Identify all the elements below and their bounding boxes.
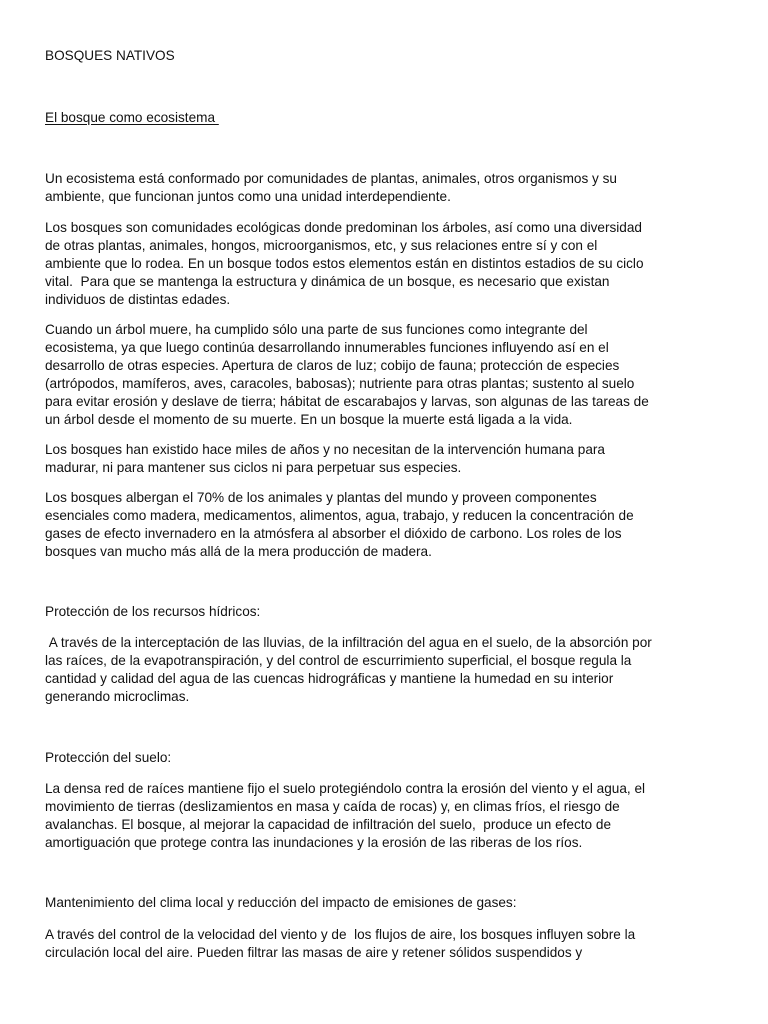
- paragraph-ecosystem-definition: Un ecosistema está conformado por comunidades de plantas, animales, otros organismos y su ambiente, que funcionan juntos como una unidad interdependiente.: [45, 171, 617, 204]
- heading-soil-protection: Protección del suelo:: [45, 750, 172, 765]
- paragraph-forest-age: Los bosques han existido hace miles de años y no necesitan de la intervención humana para madurar, ni para mantener sus ciclos ni para perpetuar sus especies.: [45, 442, 605, 475]
- heading-local-climate: Mantenimiento del clima local y reducción del impacto de emisiones de gases:: [45, 895, 517, 910]
- paragraph-forest-roles: Los bosques albergan el 70% de los animales y plantas del mundo y proveen componentes esenciales como madera, medicamentos, alimentos, agua, trabajo, y reducen la concentración de gases de efecto invernadero en la atmósfera al absorber el dióxido de carbono. Los roles de los bosques van mucho más allá de la mera producción de madera.: [45, 490, 634, 559]
- paragraph-water-protection: A través de la interceptación de las lluvias, de la infiltración del agua en el suelo, de la absorción por las raíces, de la evapotranspiración, y del control de escurrimiento superficial, el bosque regula la cantidad y calidad del agua de las cuencas hidrográficas y mantiene la humedad en su interior generando microclimas.: [45, 635, 652, 704]
- paragraph-tree-death: Cuando un árbol muere, ha cumplido sólo una parte de sus funciones como integrante del ecosistema, ya que luego continúa desarrollando innumerables funciones influyendo así en el desarrollo de otras especies. Apertura de claros de luz; cobijo de fauna; protección de especies (artrópodos, mamíferos, aves, caracoles, babosas); nutriente para otras plantas; sustento al suelo para evitar erosión y deslave de tierra; hábitat de escarabajos y larvas, son algunas de las tareas de un árbol desde el momento de su muerte. En un bosque la muerte está ligada a la vida.: [45, 322, 649, 427]
- paragraph-soil-protection: La densa red de raíces mantiene fijo el suelo protegiéndolo contra la erosión del viento y el agua, el movimiento de tierras (deslizamientos en masa y caída de rocas) y, en climas fríos, el riesgo de avalanchas. El bosque, al mejorar la capacidad de infiltración del suelo, produce un efecto de amortiguación que protege contra las inundaciones y la erosión de las riberas de los ríos.: [45, 781, 646, 850]
- section-subtitle: El bosque como ecosistema: [45, 110, 219, 125]
- heading-water-protection: Protección de los recursos hídricos:: [45, 604, 261, 619]
- paragraph-forest-communities: Los bosques son comunidades ecológicas donde predominan los árboles, así como una diversidad de otras plantas, animales, hongos, microorganismos, etc, y sus relaciones entre sí y con el ambiente que lo rodea. En un bosque todos estos elementos están en distintos estadios de su ciclo vital. Para que se mantenga la estructura y dinámica de un bosque, es necesario que existan individuos de distintas edades.: [45, 220, 644, 307]
- document-title: BOSQUES NATIVOS: [45, 48, 175, 63]
- paragraph-local-climate: A través del control de la velocidad del viento y de los flujos de aire, los bosques influyen sobre la circulación local del aire. Pueden filtrar las masas de aire y retener sólidos suspendidos y: [45, 927, 636, 960]
